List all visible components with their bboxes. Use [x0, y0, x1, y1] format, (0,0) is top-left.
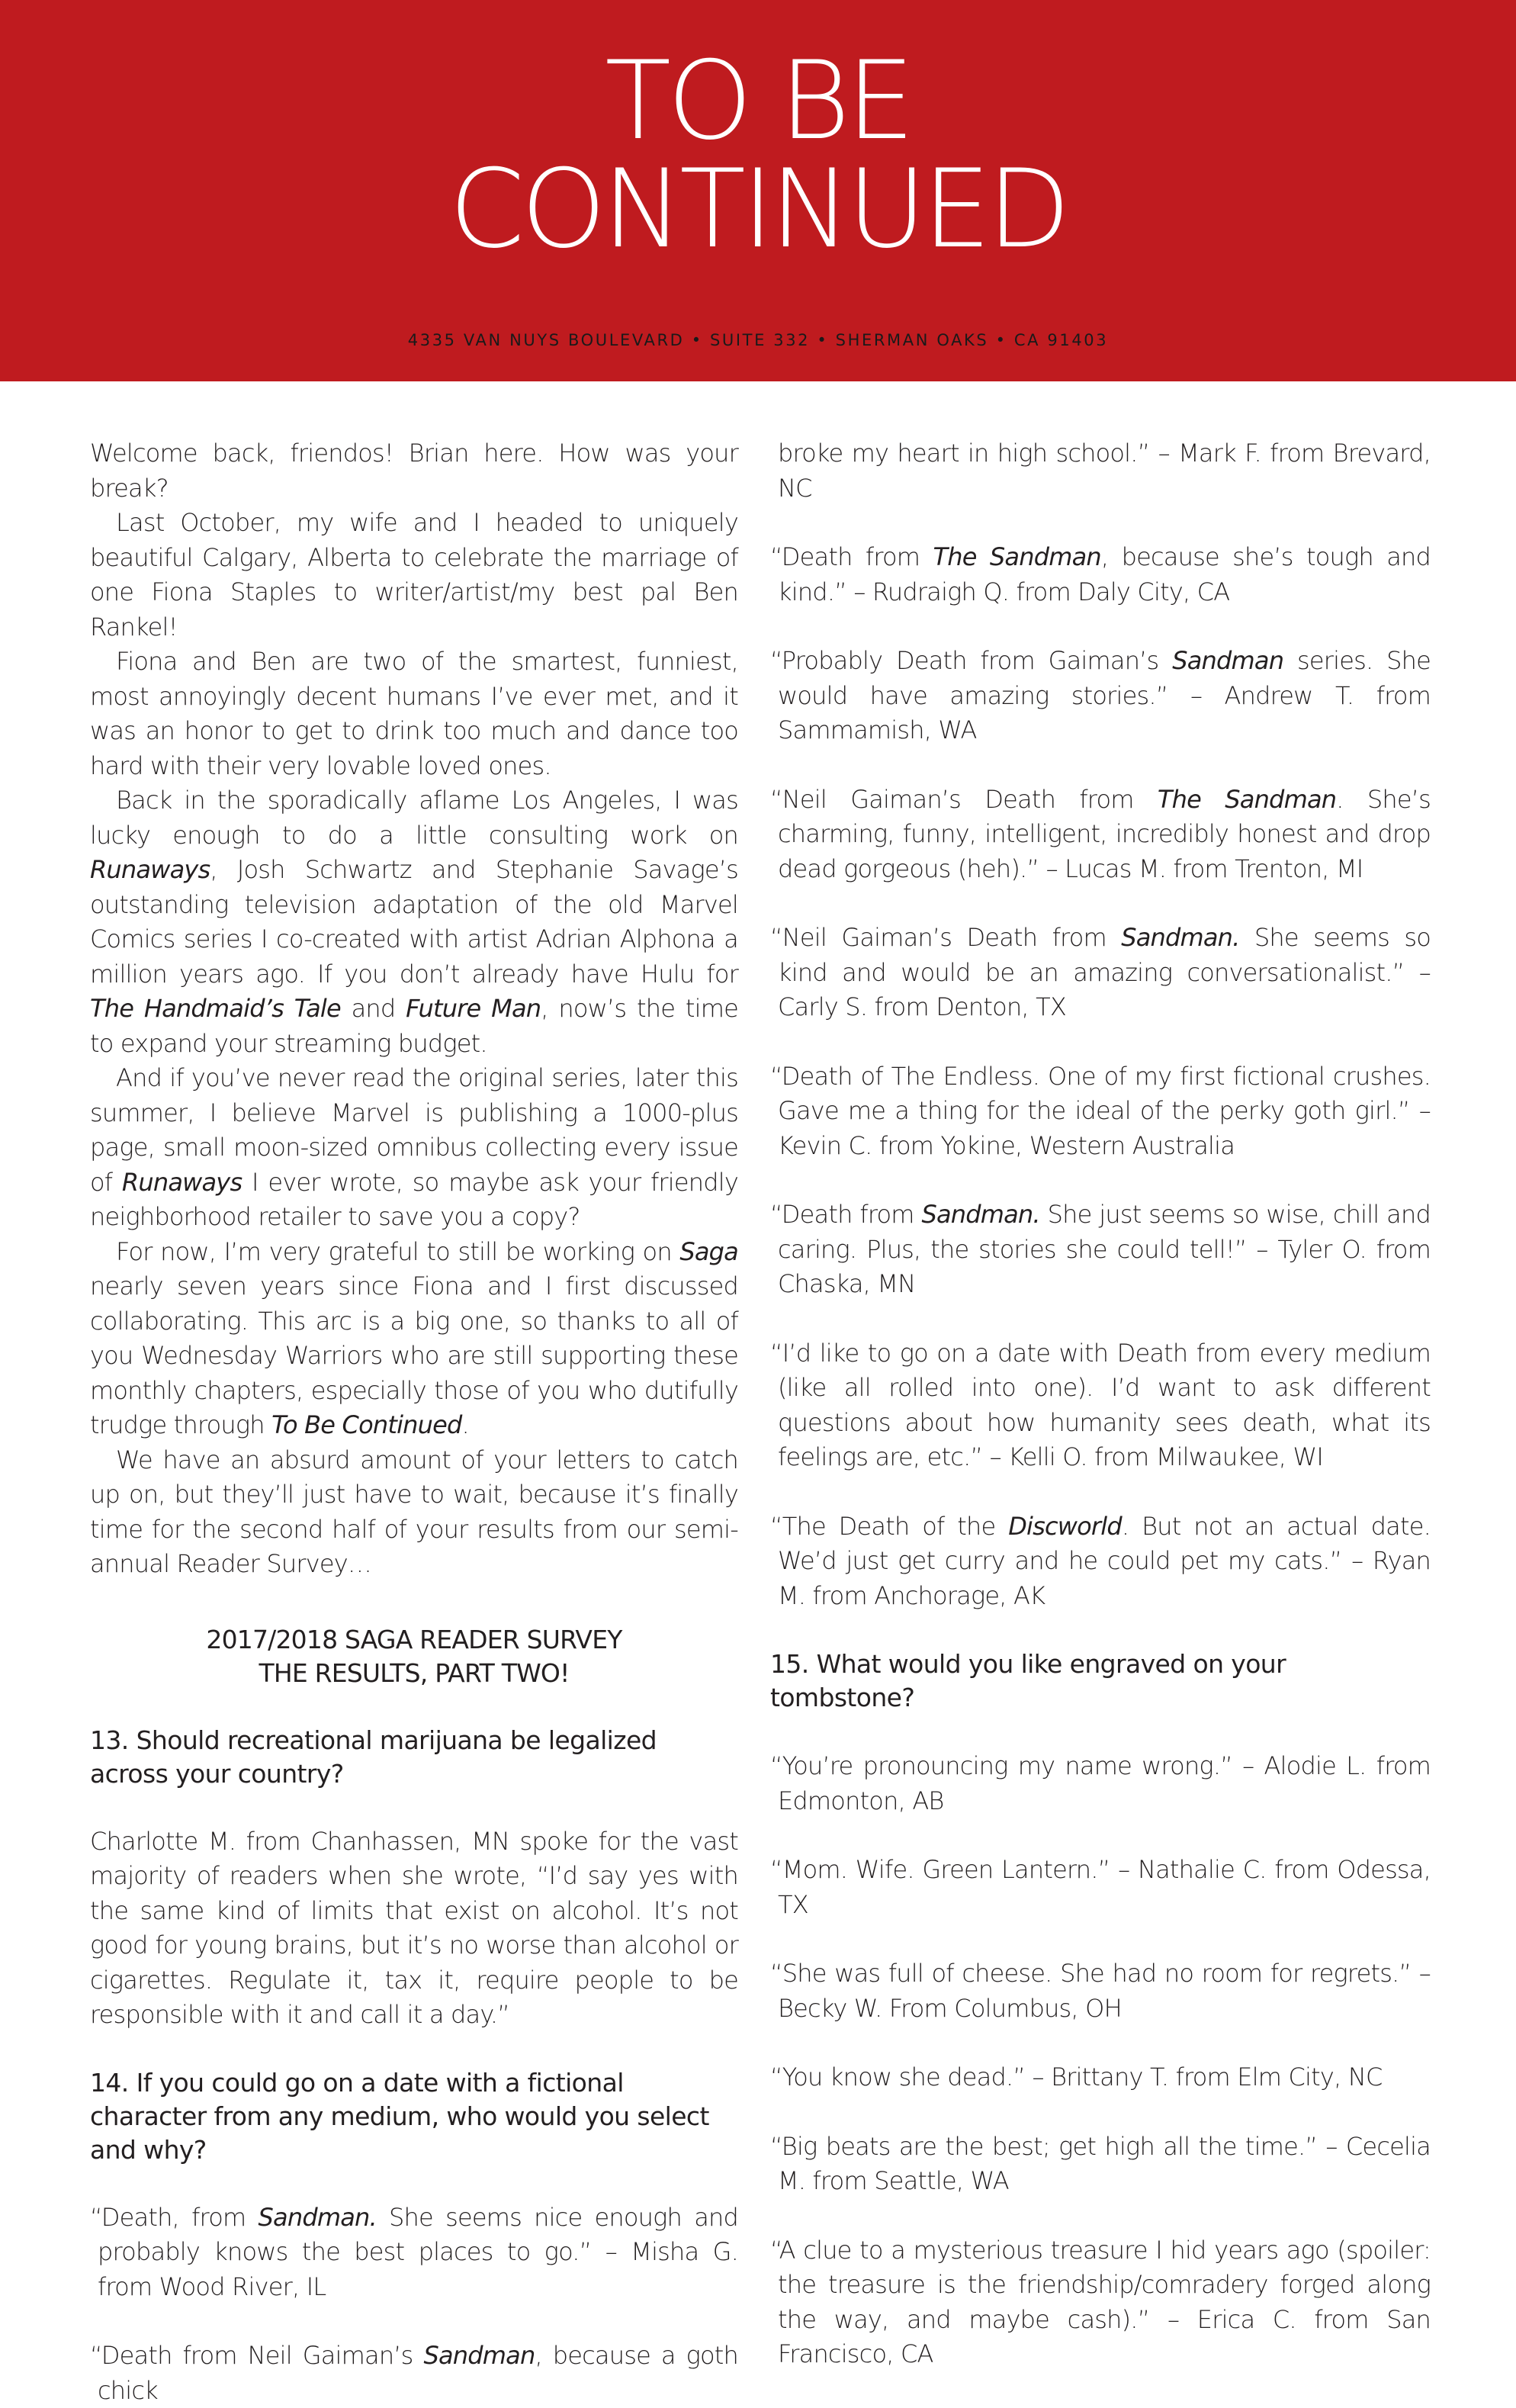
answer-13: Charlotte M. from Chanhassen, MN spoke for the vast majority of readers when she wrote, “I’d say yes with the same kind of limits that exist on alcohol. It’s not good for young brains, but it’s no worse than alcohol or cigarettes. Regulate it, tax it, require people to be responsible with it and call it a day.” [90, 1826, 738, 2029]
text-run: I ever wrote, so maybe ask your friendly neighborhood retailer to save you a copy? [90, 1167, 738, 1231]
text-run: broke my heart in high school.” – Mark F. from Brevard, NC [778, 439, 1431, 503]
text-run: And if you’ve never read the original series, later this summer, I believe Marvel is publishing a 1000-plus page, small moon-sized omnibus collecting every issue of [90, 1063, 738, 1197]
question-14: 14. If you could go on a date with a fictional character from any medium, who would you select and why? [90, 2067, 709, 2165]
answer-14-4 [770, 644, 1431, 748]
question-13: 13. Should recreational marijuana be legalized across your country? [90, 1725, 657, 1789]
answer-15-1: “You’re pronouncing my name wrong.” – Alodie L. from Edmonton, AB [770, 1751, 1431, 1815]
italic-title: Sandman. [921, 1200, 1040, 1229]
answer-14-10 [770, 1509, 1431, 1614]
text-run: “Probably Death from Gaiman’s [770, 646, 1173, 675]
answer-14-2-part-1 [90, 2339, 738, 2408]
header-banner [0, 0, 1516, 381]
mailing-address: 4335 VAN NUYS BOULEVARD • SUITE 332 • SHERMAN OAKS • CA 91403 [407, 331, 1109, 349]
answer-15-6: “A clue to a mysterious treasure I hid years ago (spoiler: the treasure is the friendship/comradery forged along the way, and maybe cash).” – Erica C. from San Francisco, CA [770, 2235, 1431, 2368]
answer-14-6 [770, 921, 1431, 1025]
text-run: . [461, 1410, 469, 1439]
intro-paragraph-3: Fiona and Ben are two of the smartest, funniest, most annoyingly decent humans I’ve ever met, and it was an honor to get to drink too much and dance too hard with their very lovable loved ones. [90, 647, 738, 780]
survey-subtitle: THE RESULTS, PART TWO! [259, 1657, 570, 1688]
text-run: “Death, from [90, 2202, 259, 2232]
text-run: She seems nice enough and probably knows the best places to go.” – Misha G. from Wood River, IL [98, 2202, 738, 2301]
text-run: Back in the sporadically aflame Los Angeles, I was lucky enough to do a little consulting work on [90, 786, 738, 850]
text-run: “Neil Gaiman’s Death from [770, 923, 1122, 952]
survey-heading [90, 1623, 738, 1690]
italic-title: Sandman. [1121, 923, 1240, 952]
left-column [90, 436, 738, 2408]
intro-paragraph-6 [90, 1235, 738, 1443]
answer-14-3 [770, 540, 1431, 609]
text-run: “Neil Gaiman’s Death from [770, 784, 1158, 814]
answer-15-4: “You know she dead.” – Brittany T. from Elm City, NC [770, 2062, 1383, 2091]
text-run: She just seems so wise, chill and caring. Plus, the stories she could tell!” – Tyler O. from Chaska, MN [778, 1200, 1431, 1298]
text-run: She seems so kind and would be an amazing conversationalist.” – Carly S. from Denton, TX [778, 923, 1431, 1021]
italic-title: The Sandman [1157, 784, 1337, 814]
text-run: nearly seven years since Fiona and I first discussed collaborating. This arc is a big one, so thanks to all of you Wednesday Warriors who are still supporting these monthly chapters, especially those of you who dutifully trudge through [90, 1272, 738, 1439]
answer-14-5 [770, 783, 1431, 887]
text-run: For now, I’m very grateful to still be working on [116, 1236, 680, 1266]
italic-title: Discworld [1008, 1511, 1122, 1541]
answer-14-2-part-2 [770, 436, 1431, 506]
italic-title: The Handmaid’s Tale [90, 994, 341, 1023]
text-run: “Death from [770, 1200, 922, 1229]
text-run: , Josh Schwartz and Stephanie Savage’s outstanding television adaptation of the old Marvel Comics series I co-created with artist Adrian Alphona a million years ago. If you don’t already have Hulu for [90, 855, 738, 989]
text-run: and [340, 994, 406, 1023]
answer-14-9: “I’d like to go on a date with Death from every medium (like all rolled into one). I’d want to ask different questions about how humanity sees death, what its feelings are, etc.” – Kelli O. from Milwaukee, WI [770, 1338, 1431, 1471]
italic-title: Runaways [90, 855, 210, 884]
intro-paragraph-7: We have an absurd amount of your letters to catch up on, but they’ll just have to wait, because it’s finally time for the second half of your results from our semi-annual Reader Survey… [90, 1445, 738, 1578]
text-run: “The Death of the [770, 1511, 1009, 1541]
text-run: , now’s the time to expand your streaming budget. [90, 994, 738, 1058]
italic-title: Runaways [121, 1167, 242, 1197]
survey-title: 2017/2018 SAGA READER SURVEY [206, 1624, 622, 1654]
title-line-2: CONTINUED [449, 146, 1067, 272]
answer-15-3: “She was full of cheese. She had no room for regrets.” – Becky W. From Columbus, OH [770, 1959, 1431, 2023]
answer-14-8 [770, 1198, 1431, 1302]
text-run: , because she’s tough and kind.” – Rudraigh Q. from Daly City, CA [778, 542, 1431, 606]
italic-title: Sandman [1172, 646, 1284, 675]
answer-15-2: “Mom. Wife. Green Lantern.” – Nathalie C. from Odessa, TX [770, 1855, 1431, 1919]
text-run: , because a goth chick [98, 2341, 739, 2405]
answer-14-7: “Death of The Endless. One of my first fictional crushes. Gave me a thing for the ideal of the perky goth girl.” – Kevin C. from Yokine, Western Australia [770, 1061, 1431, 1160]
page-title [0, 38, 1516, 272]
italic-title: Sandman [423, 2341, 535, 2370]
intro-paragraph-4 [90, 783, 738, 1061]
italic-title: Sandman. [258, 2202, 377, 2232]
italic-title: To Be Continued [271, 1410, 462, 1439]
italic-title: The Sandman [933, 542, 1101, 571]
italic-title: Saga [679, 1236, 738, 1266]
text-run: . But not an actual date. We’d just get curry and he could pet my cats.” – Ryan M. from Anchorage, AK [778, 1511, 1431, 1610]
intro-paragraph-2: Last October, my wife and I headed to uniquely beautiful Calgary, Alberta to celebrate the marriage of one Fiona Staples to writer/artist/my best pal Ben Rankel! [90, 508, 738, 641]
text-run: . She’s charming, funny, intelligent, incredibly honest and drop dead gorgeous (heh).” – Lucas M. from Trenton, MI [778, 784, 1431, 883]
text-run: “Death from [770, 542, 933, 571]
question-15: 15. What would you like engraved on your tombstone? [770, 1649, 1286, 1712]
text-run: series. She would have amazing stories.” – Andrew T. from Sammamish, WA [778, 646, 1431, 744]
answer-15-5: “Big beats are the best; get high all the time.” – Cecelia M. from Seattle, WA [770, 2131, 1431, 2195]
intro-paragraph-5 [90, 1061, 738, 1235]
intro-paragraph-1: Welcome back, friendos! Brian here. How was your break? [90, 439, 738, 503]
text-run: “Death from Neil Gaiman’s [90, 2341, 424, 2370]
italic-title: Future Man [406, 994, 541, 1023]
answer-14-1 [90, 2201, 738, 2305]
title-line-1: TO BE [605, 38, 911, 164]
right-column [770, 436, 1431, 2406]
